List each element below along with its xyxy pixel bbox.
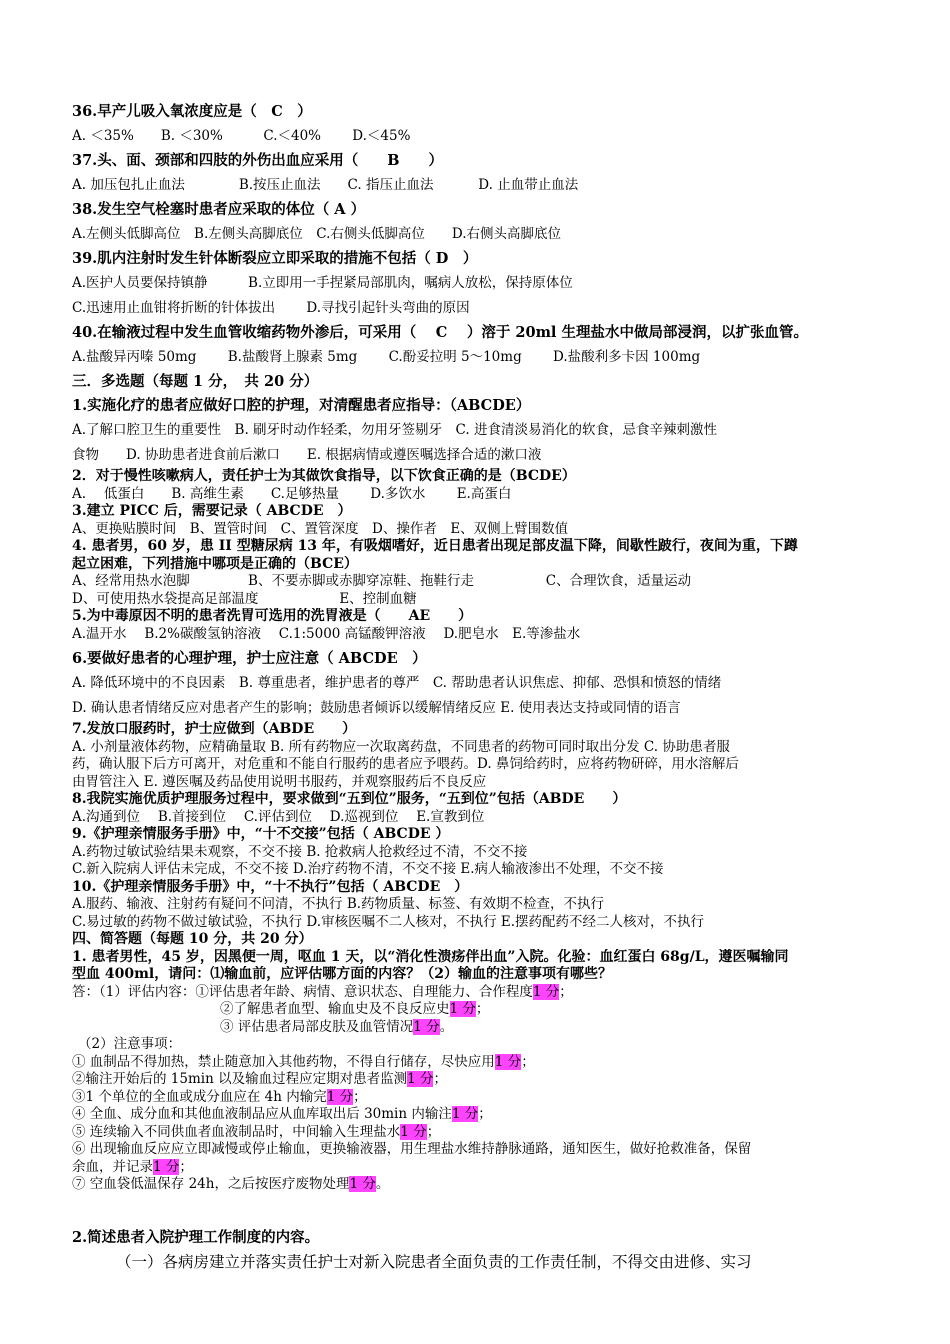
notes-heading: （2）注意事项：: [78, 1036, 182, 1052]
multi-9-options-line-1: A.药物过敏试验结果未观察，不交不接 B. 抢救病人抢救经过不清，不交不接: [72, 843, 528, 860]
section-3-heading: 三．多选题（每题 1 分， 共 20 分）: [72, 373, 319, 390]
answer-assess-line-3: ③ 评估患者局部皮肤及血管情况1 分。: [220, 1018, 454, 1035]
score-highlight: 1 分: [494, 1053, 522, 1070]
answer-text: ①评估患者年龄、病情、意识状态、自理能力、合作程度: [195, 983, 533, 1000]
multi-1-options-line-1: A.了解口腔卫生的重要性 B. 刷牙时动作轻柔，勿用牙签剔牙 C. 进食清淡易消化的软食，忌食辛辣刺激性: [72, 422, 717, 438]
question-36-options: A. ＜35% B. ＜30% C.＜40% D.＜45%: [72, 128, 411, 144]
answer-assess-line-1: 答：（1）评估内容：①评估患者年龄、病情、意识状态、自理能力、合作程度1 分；: [72, 983, 573, 1000]
note-6-line-1: ⑥ 出现输血反应应立即减慢或停止输血，更换输液器，用生理盐水维持静脉通路，通知医生，做好抢救准备，保留: [72, 1141, 752, 1157]
question-39-options-line-1: A.医护人员要保持镇静 B.立即用一手捏紧局部肌肉，嘱病人放松，保持原体位: [72, 275, 573, 291]
score-highlight: 1 分: [400, 1123, 427, 1140]
question-38-title: 38.发生空气栓塞时患者应采取的体位（ A ）: [72, 201, 366, 218]
score-highlight: 1 分: [349, 1176, 376, 1192]
note-4: ④ 全血、成分血和其他血液制品应从血库取出后 30min 内输注1 分；: [72, 1106, 492, 1122]
note-1: ① 血制品不得加热，禁止随意加入其他药物，不得自行储存，尽快应用1 分；: [72, 1053, 535, 1070]
question-40-title: 40.在输液过程中发生血管收缩药物外渗后，可采用（ C ）溶于 20ml 生理盐水中做局部浸润，以扩张血管。: [72, 324, 808, 341]
note-3: ③1 个单位的全血或成分血应在 4h 内输完1 分；: [72, 1088, 367, 1105]
multi-4-title-line-1: 4. 患者男，60 岁，患 II 型糖尿病 13 年，有吸烟嗜好，近日患者出现足部皮温下降，间歇性跛行，夜间为重，下蹲: [72, 538, 798, 554]
short-1-title-line-1: 1. 患者男性，45 岁，因黑便一周，呕血 1 天，以“消化性溃疡伴出血”入院。化验：血红蛋白 68g/L，遵医嘱输同: [72, 948, 789, 965]
score-highlight: 1 分: [449, 1001, 476, 1017]
score-highlight: 1 分: [413, 1018, 440, 1035]
multi-7-title: 7.发放口服药时，护士应做到（ABDE ）: [72, 721, 357, 737]
answer-text: ③ 评估患者局部皮肤及血管情况: [220, 1018, 414, 1035]
short-2-paragraph: （一）各病房建立并落实责任护士对新入院患者全面负责的工作责任制，不得交由进修、实习: [116, 1252, 752, 1271]
multi-5-options: A.温开水 B.2%碳酸氢钠溶液 C.1:5000 高锰酸钾溶液 D.肥皂水 E.等渗盐水: [72, 625, 581, 642]
multi-3-title: 3.建立 PICC 后，需要记录（ ABCDE ）: [72, 503, 352, 519]
question-37-title: 37.头、面、颈部和四肢的外伤出血应采用（ B ）: [72, 152, 443, 169]
multi-3-options: A、更换贴膜时间 B、置管时间 C、置管深度 D、操作者 E、双侧上臂围数值: [72, 520, 569, 537]
multi-6-options-line-1: A. 降低环境中的不良因素 B. 尊重患者，维护患者的尊严 C. 帮助患者认识焦虑、抑郁、恐惧和愤怒的情绪: [72, 675, 722, 691]
multi-4-title-line-2: 起立困难，下列措施中哪项是正确的（BCE）: [72, 555, 358, 572]
question-40-options: A.盐酸异丙嗪 50mg B.盐酸肾上腺素 5mg C.酚妥拉明 5～10mg D.盐酸利多卡因 100mg: [72, 349, 701, 365]
short-2-title: 2.简述患者入院护理工作制度的内容。: [72, 1228, 320, 1246]
multi-1-title: 1.实施化疗的患者应做好口腔的护理，对清醒患者应指导：（ABCDE）: [72, 397, 531, 414]
question-39-options-line-2: C.迅速用止血钳将折断的针体拔出 D.寻找引起针头弯曲的原因: [72, 300, 470, 316]
score-highlight: 1 分: [153, 1158, 180, 1175]
multi-7-line-1: A. 小剂量液体药物，应精确量取 B. 所有药物应一次取离药盘，不同患者的药物可同时取出分发 C. 协助患者服: [72, 738, 730, 755]
multi-4-options-line-1: A、经常用热水泡脚 B、不要赤脚或赤脚穿凉鞋、拖鞋行走 C、合理饮食，适量运动: [72, 573, 692, 589]
question-37-options: A. 加压包扎止血法 B.按压止血法 C. 指压止血法 D. 止血带止血法: [72, 177, 579, 193]
short-1-title-line-2: 型血 400ml，请问：⑴输血前，应评估哪方面的内容？（2）输血的注意事项有哪些？: [72, 966, 612, 982]
multi-2-title: 2．对于慢性咳嗽病人，责任护士为其做饮食指导，以下饮食正确的是（BCDE）: [72, 468, 576, 484]
question-39-title: 39.肌内注射时发生针体断裂应立即采取的措施不包括（ D ）: [72, 250, 478, 267]
document-page: [72, 100, 882, 1274]
multi-7-line-2: 药，确认服下后方可离开，对危重和不能自行服药的患者应予喂药。D. 鼻饲给药时，应将药物研碎，用水溶解后: [72, 756, 739, 772]
question-36-title: 36.早产儿吸入氧浓度应是（ C ）: [72, 103, 312, 120]
score-highlight: 1 分: [326, 1088, 354, 1105]
question-38-options: A.左侧头低脚高位 B.左侧头高脚底位 C.右侧头低脚高位 D.右侧头高脚底位: [72, 226, 562, 242]
multi-8-options: A.沟通到位 B.首接到位 C.评估到位 D.巡视到位 E.宣教到位: [72, 808, 485, 825]
multi-10-options-line-2: C.易过敏的药物不做过敏试验，不执行 D.审核医嘱不二人核对，不执行 E.摆药配药不经二人核对，不执行: [72, 913, 705, 930]
multi-1-options-line-2: 食物 D. 协助患者进食前后漱口 E. 根据病情或遵医嘱选择合适的漱口液: [72, 447, 542, 463]
multi-5-title: 5.为中毒原因不明的患者洗胃可选用的洗胃液是（ AE ）: [72, 608, 473, 624]
multi-10-title: 10.《护理亲情服务手册》中，“十不执行”包括（ ABCDE ）: [72, 878, 469, 895]
multi-2-options: A. 低蛋白 B. 高维生素 C.足够热量 D.多饮水 E.高蛋白: [72, 485, 512, 502]
score-highlight: 1 分: [532, 983, 560, 1000]
note-7: ⑦ 空血袋低温保存 24h，之后按医疗废物处理1 分。: [72, 1176, 390, 1192]
multi-9-title: 9.《护理亲情服务手册》中，“十不交接”包括（ ABCDE ）: [72, 826, 450, 842]
answer-assess-line-2: ②了解患者血型、输血史及不良反应史1 分；: [220, 1001, 490, 1017]
note-5: ⑤ 连续输入不同供血者血液制品时，中间输入生理盐水1 分；: [72, 1123, 441, 1140]
note-2: ②输注开始后的 15min 以及输血过程应定期对患者监测1 分；: [72, 1071, 447, 1087]
multi-6-title: 6.要做好患者的心理护理，护士应注意（ ABCDE ）: [72, 650, 427, 667]
note-6-line-2: 余血，并记录1 分；: [72, 1158, 193, 1175]
multi-6-options-line-2: D. 确认患者情绪反应对患者产生的影响；鼓励患者倾诉以缓解情绪反应 E. 使用表达支持或同情的语言: [72, 700, 681, 716]
multi-9-options-line-2: C.新入院病人评估未完成，不交不接 D.治疗药物不清，不交不接 E.病人输液渗出不处理，不交不接: [72, 861, 664, 877]
score-highlight: 1 分: [407, 1071, 434, 1087]
section-4-heading: 四、简答题（每题 10 分，共 20 分）: [72, 931, 313, 947]
score-highlight: 1 分: [451, 1106, 479, 1122]
answer-text: ②了解患者血型、输血史及不良反应史: [220, 1001, 450, 1017]
multi-4-options-line-2: D、可使用热水袋提高足部温度 E、控制血糖: [72, 590, 417, 607]
multi-7-line-3: 由胃管注入 E. 遵医嘱及药品使用说明书服药，并观察服药后不良反应: [72, 773, 487, 790]
multi-10-options-line-1: A.服药、输液、注射药有疑问不问清，不执行 B.药物质量、标签、有效期不检查，不执行: [72, 896, 605, 912]
multi-8-title: 8.我院实施优质护理服务过程中，要求做到“五到位”服务，“五到位”包括（ABDE ）: [72, 791, 627, 807]
